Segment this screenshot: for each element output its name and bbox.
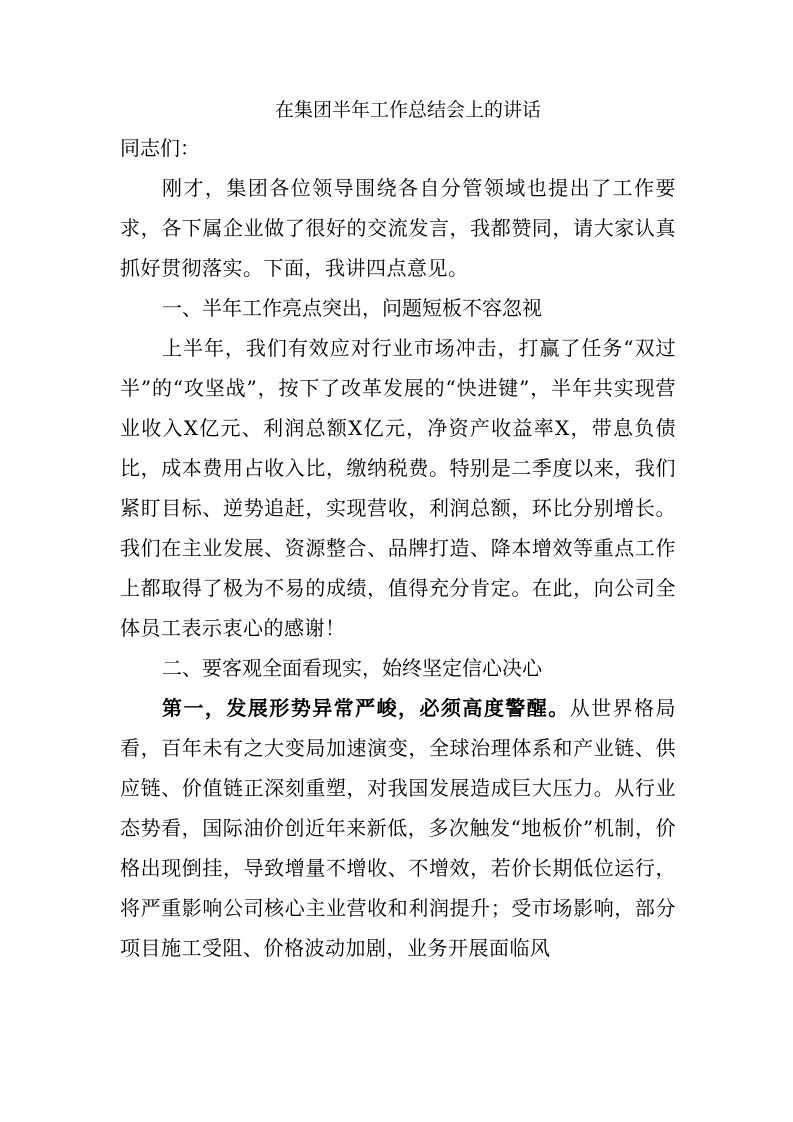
document-title: 在集团半年工作总结会上的讲话 [274,99,541,121]
section-1-paragraph: 上半年，我们有效应对行业市场冲击，打赢了任务“双过半”的“攻坚战”，按下了改革发展的“快进键”，半年共实现营业收入X亿元、利润总额X亿元，净资产收益率X，带息负债比，成本费用占收入比，缴纳税费。特别是二季度以来，我们紧盯目标、逆势追赶，实现营收，利润总额，环比分别增长。我们在主业发展、资源整合、品牌打造、降本增效等重点工作上都取得了极为不易的成绩，值得充分肯定。在此，向公司全体员工表示衷心的感谢！ [120,336,676,640]
document-page [120,92,676,968]
intro-paragraph: 刚才，集团各位领导围绕各自分管领域也提出了工作要求，各下属企业做了很好的交流发言，我都赞同，请大家认真抓好贯彻落实。下面，我讲四点意见。 [120,176,676,280]
point-1-body: 从世界格局看，百年未有之大变局加速演变，全球治理体系和产业链、供应链、价值链正深刻重塑，对我国发展造成巨大压力。从行业态势看，国际油价创近年来新低，多次触发“地板价”机制，价格出现倒挂，导致增量不增收、不增效，若价长期低位运行，将严重影响公司核心主业营收和利润提升；受市场影响，部分项目施工受阻、价格波动加剧，业务开展面临风 [120,696,677,960]
greeting: 同志们： [120,136,200,160]
section-2-heading: 二、要客观全面看现实，始终坚定信心决心 [162,656,542,680]
point-1-lead: 第一，发展形势异常严峻，必须高度警醒。 [162,696,570,720]
point-1-paragraph [120,688,676,968]
section-1-heading: 一、半年工作亮点突出，问题短板不容忽视 [162,296,542,320]
